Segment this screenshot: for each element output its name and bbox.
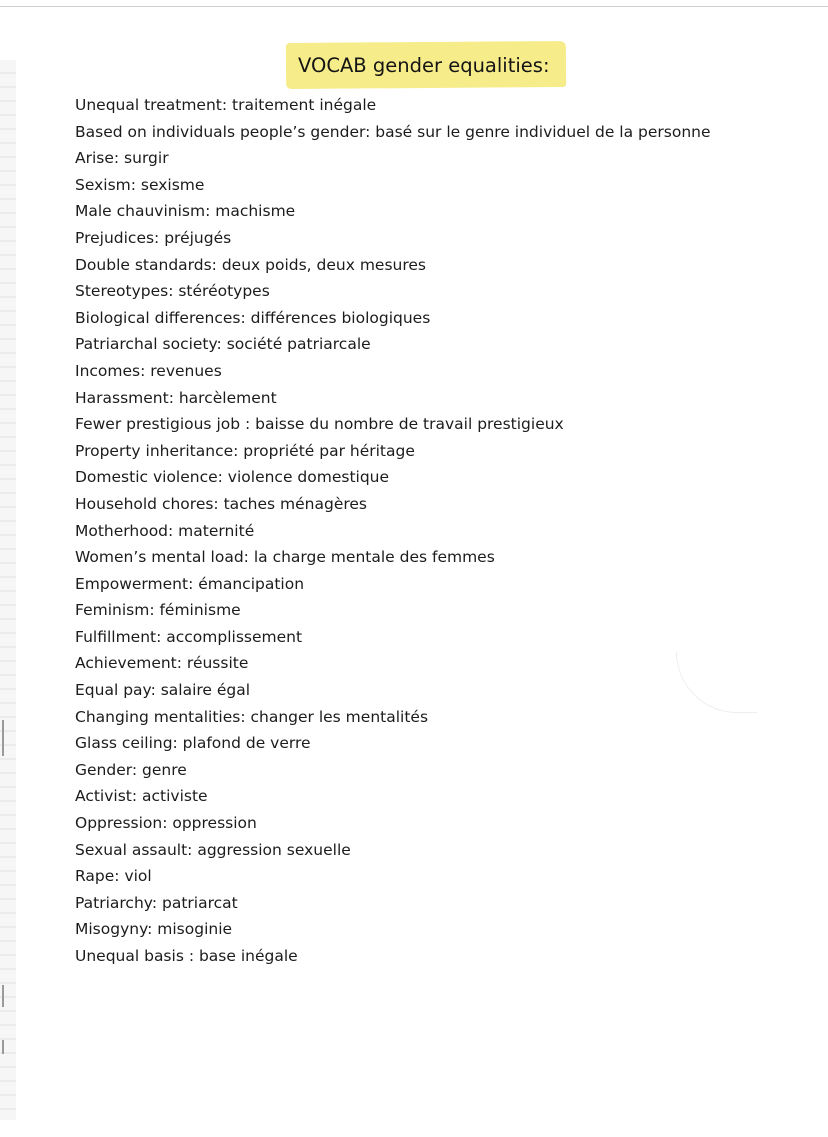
binding-mark bbox=[2, 1040, 4, 1054]
vocab-entry: Male chauvinism: machisme bbox=[75, 202, 296, 221]
vocab-entry: Household chores: taches ménagères bbox=[75, 494, 368, 513]
vocab-entry: Empowerment: émancipation bbox=[75, 574, 305, 593]
vocab-entry: Oppression: oppression bbox=[75, 814, 257, 833]
vocab-entry: Gender: genre bbox=[75, 760, 187, 779]
scan-top-line bbox=[0, 6, 828, 7]
binding-edge bbox=[0, 60, 16, 1120]
vocab-entry: Incomes: revenues bbox=[75, 361, 222, 380]
vocab-entry: Glass ceiling: plafond de verre bbox=[75, 734, 311, 753]
vocab-entry: Misogyny: misoginie bbox=[75, 920, 233, 939]
vocab-entry: Changing mentalities: changer les mentalités bbox=[75, 707, 429, 726]
vocab-entry: Stereotypes: stéréotypes bbox=[75, 282, 270, 301]
vocab-entry: Prejudices: préjugés bbox=[75, 228, 232, 247]
vocab-entry: Harassment: harcèlement bbox=[75, 388, 277, 407]
binding-mark bbox=[2, 985, 4, 1007]
vocab-entry: Unequal treatment: traitement inégale bbox=[75, 96, 377, 114]
vocab-entry: Arise: surgir bbox=[75, 149, 169, 168]
vocab-entry: Sexism: sexisme bbox=[75, 175, 205, 194]
vocab-entry: Fulfillment: accomplissement bbox=[75, 627, 303, 646]
vocab-entry: Patriarchy: patriarcat bbox=[75, 893, 238, 912]
vocab-entry: Motherhood: maternité bbox=[75, 521, 255, 540]
binding-mark bbox=[2, 720, 4, 756]
vocab-entry: Women’s mental load: la charge mentale des femmes bbox=[75, 548, 495, 567]
title-block bbox=[286, 42, 566, 88]
vocab-entry: Equal pay: salaire égal bbox=[75, 681, 251, 700]
vocab-entry: Fewer prestigious job : baisse du nombre de travail prestigieux bbox=[75, 415, 564, 434]
vocab-entry: Rape: viol bbox=[75, 867, 152, 886]
vocab-entry: Property inheritance: propriété par héritage bbox=[75, 441, 415, 460]
page-title: VOCAB gender equalities: bbox=[298, 54, 550, 77]
vocab-entry: Activist: activiste bbox=[75, 787, 208, 806]
vocab-entry: Double standards: deux poids, deux mesures bbox=[75, 255, 426, 274]
vocab-entry: Feminism: féminisme bbox=[75, 601, 241, 620]
vocab-entry: Achievement: réussite bbox=[75, 654, 249, 673]
vocab-entry: Patriarchal society: société patriarcale bbox=[75, 335, 371, 354]
vocab-entry: Unequal basis : base inégale bbox=[75, 947, 298, 965]
vocab-list bbox=[75, 92, 711, 970]
vocab-entry: Sexual assault: aggression sexuelle bbox=[75, 840, 351, 859]
vocab-entry: Based on individuals people’s gender: basé sur le genre individuel de la personne bbox=[75, 122, 711, 141]
vocab-entry: Domestic violence: violence domestique bbox=[75, 468, 390, 487]
vocab-entry: Biological differences: différences biologiques bbox=[75, 308, 431, 327]
